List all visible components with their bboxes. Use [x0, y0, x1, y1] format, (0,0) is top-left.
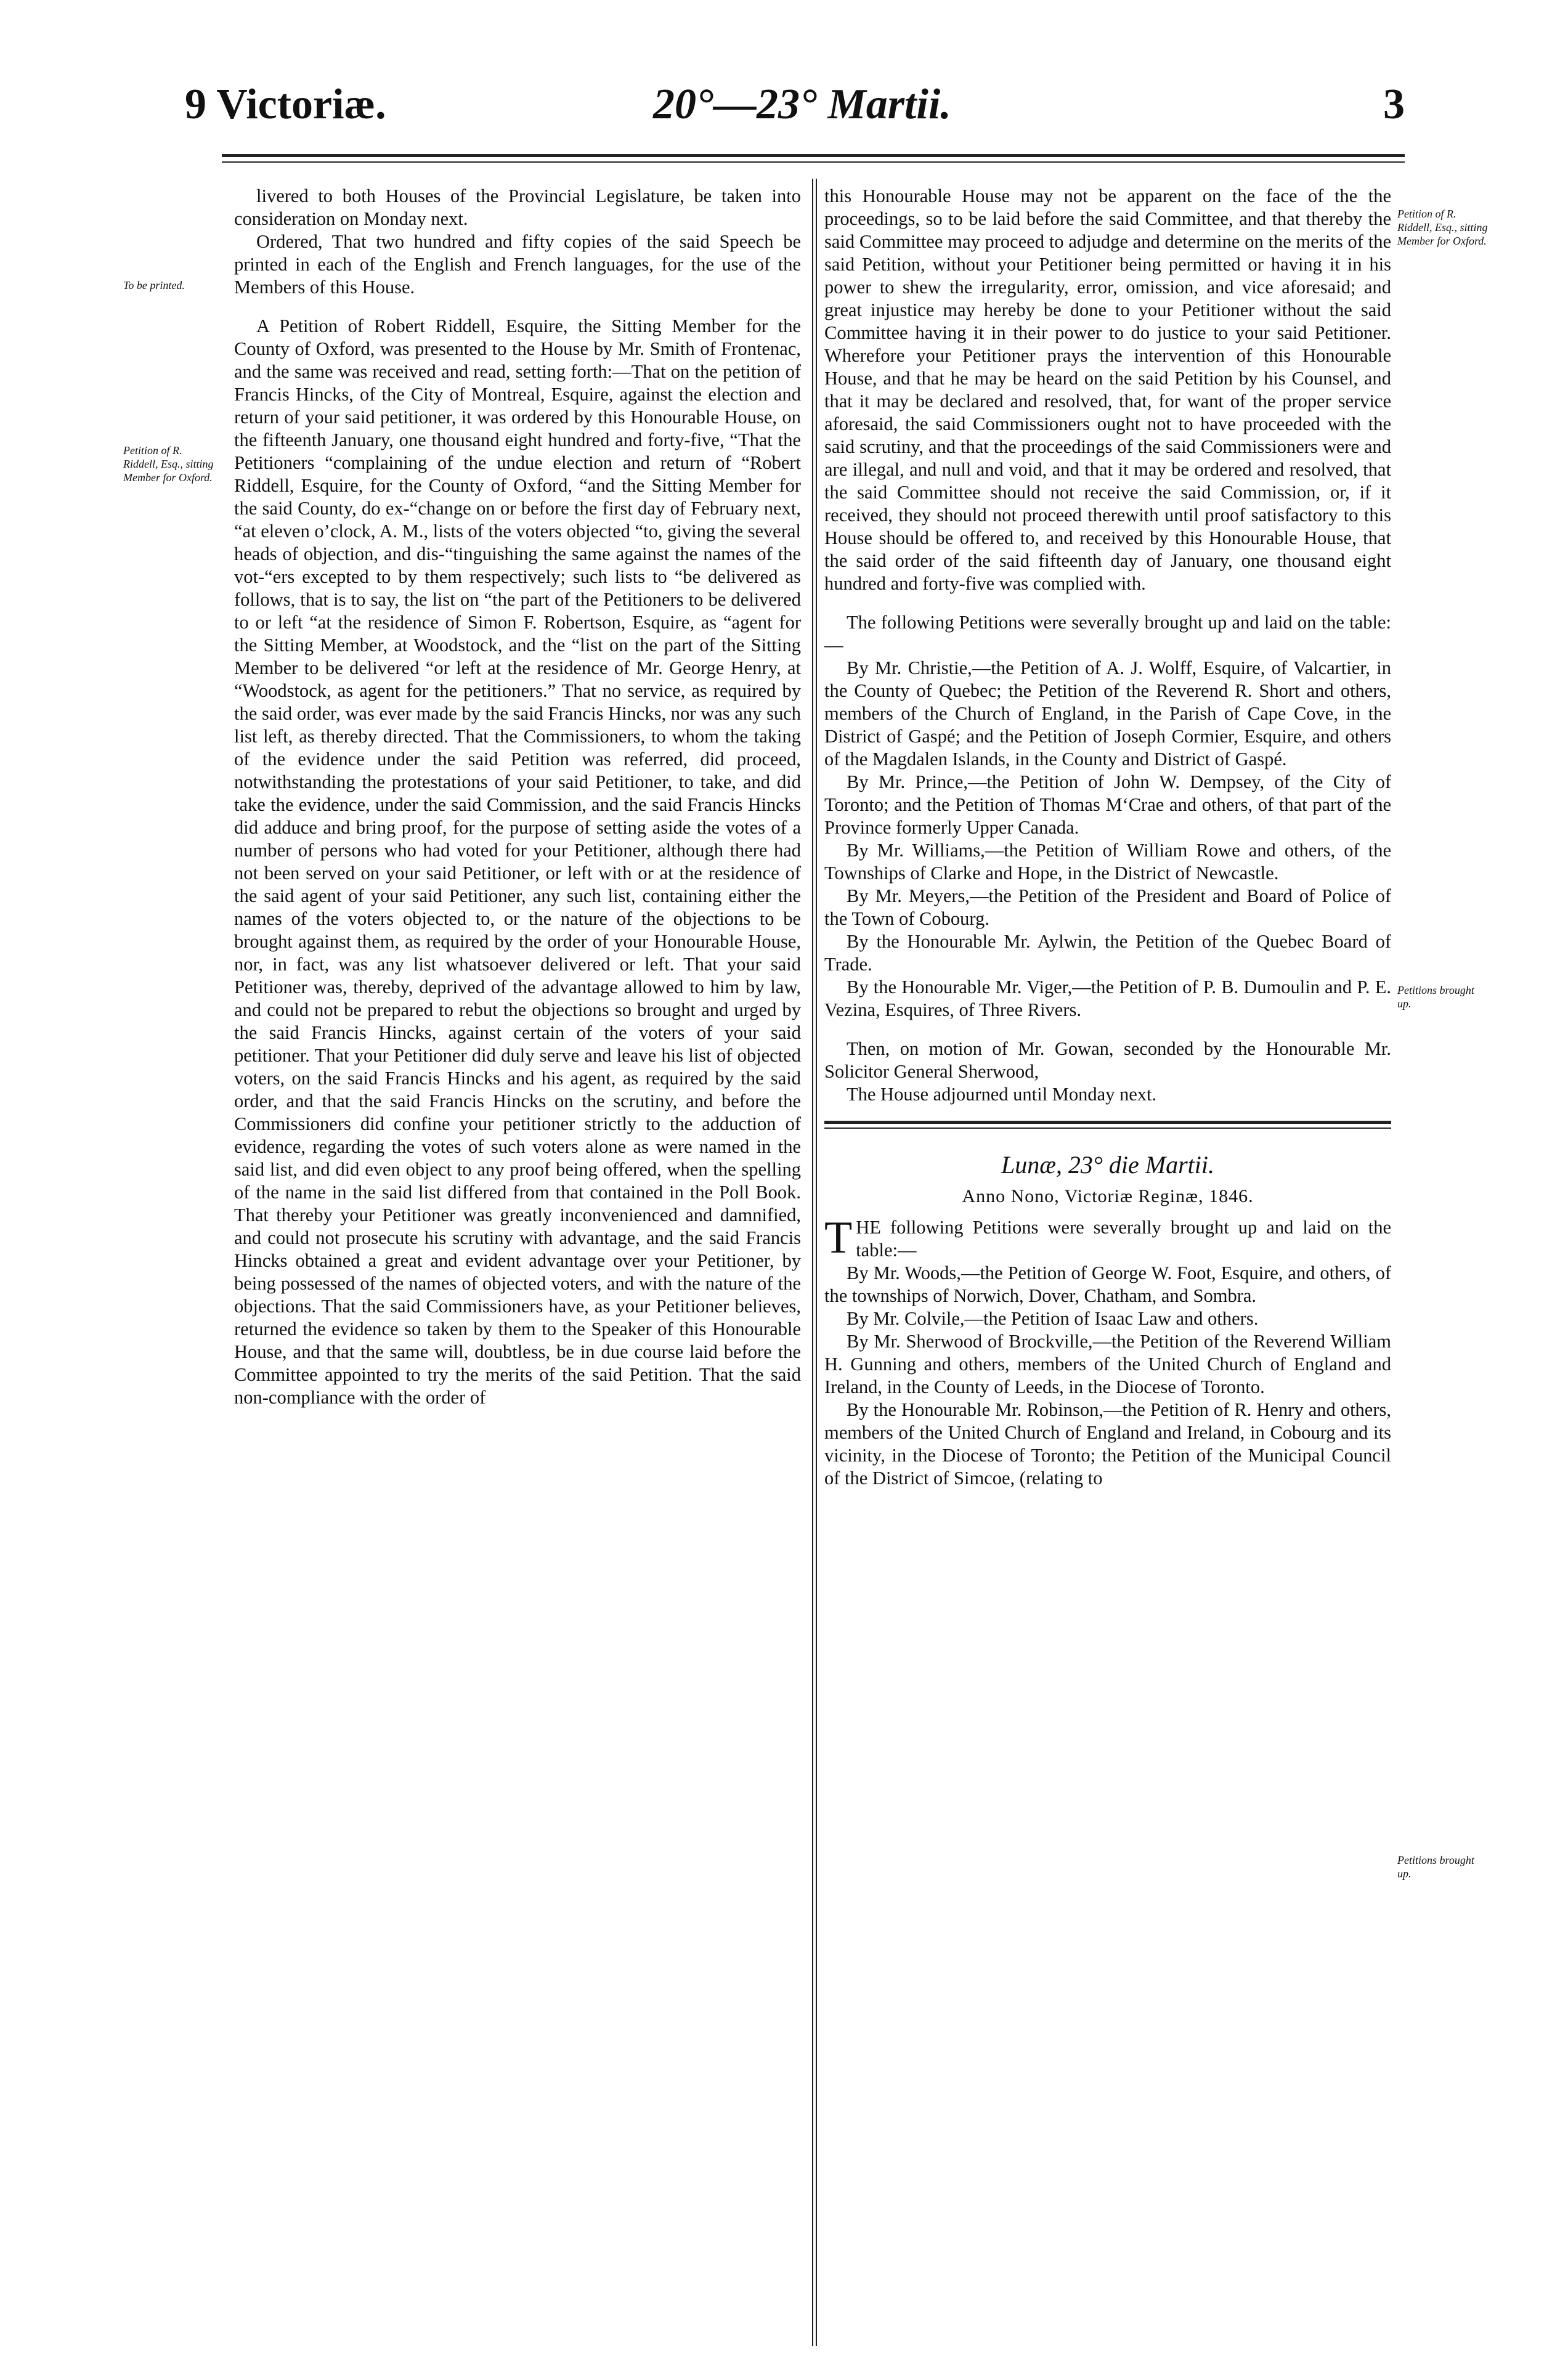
column-divider: [812, 179, 813, 2346]
paragraph-colvile-petition: By Mr. Colvile,—the Petition of Isaac Law and others.: [847, 1308, 1259, 1329]
anno-line: Anno Nono, Victoriæ Reginæ, 1846.: [962, 1186, 1254, 1206]
right-column: [824, 185, 1391, 1490]
margin-note-petition-riddell: Petition of R. Riddell, Esq., sitting Member for Oxford.: [123, 444, 214, 484]
page-number: 3: [1383, 81, 1405, 128]
paragraph-robinson-petitions: By the Honourable Mr. Robinson,—the Petition of R. Henry and others, members of the United Church of England and Ireland, in Cobourg and its vicinity, in the Diocese of Toronto; the Petition of the Municipal Council of the District of Simcoe, (relating to: [824, 1399, 1391, 1489]
margin-note-petitions-brought-up-1: Petitions brought up.: [1397, 984, 1474, 1010]
page-header: [185, 74, 1405, 136]
paragraph-house-adjourned: The House adjourned until Monday next.: [847, 1084, 1157, 1105]
paragraph-williams-petition: By Mr. Williams,—the Petition of William Rowe and others, of the Townships of Clarke and Hope, in the District of Newcastle.: [824, 840, 1391, 884]
margin-note-petitions-brought-up-2: Petitions brought up.: [1397, 1854, 1474, 1880]
paragraph-woods-petition: By Mr. Woods,—the Petition of George W. Foot, Esquire, and others, of the townships of Norwich, Dover, Chatham, and Sombra.: [824, 1262, 1391, 1306]
paragraph-viger-petition: By the Honourable Mr. Viger,—the Petition of P. B. Dumoulin and P. E. Vezina, Esquires, of Three Rivers.: [824, 977, 1391, 1020]
header-rule-thick: [222, 154, 1405, 157]
margin-note-petition-riddell-right: Petition of R. Riddell, Esq., sitting Member for Oxford.: [1397, 208, 1488, 247]
paragraph-petitions-brought-up-2-text: HE following Petitions were severally brought up and laid on the table:—: [856, 1217, 1391, 1261]
paragraph-aylwin-petition: By the Honourable Mr. Aylwin, the Petition of the Quebec Board of Trade.: [824, 931, 1391, 975]
paragraph-petitions-brought-up-2: [824, 1213, 1391, 1263]
header-regnal-year: 9 Victoriæ.: [185, 81, 386, 128]
left-column: [234, 185, 801, 1409]
drop-cap: T: [824, 1213, 853, 1263]
header-dates: 20°—23° Martii.: [653, 81, 951, 128]
section-rule-thin: [824, 1128, 1391, 1129]
section-rule-thick: [824, 1121, 1391, 1124]
paragraph-meyers-petition: By Mr. Meyers,—the Petition of the President and Board of Police of the Town of Cobourg.: [824, 885, 1391, 929]
paragraph-riddell-petition: A Petition of Robert Riddell, Esquire, the Sitting Member for the County of Oxford, was presented to the House by Mr. Smith of Frontenac, and the same was received and read, setting forth:—That on the petition of Francis Hincks, of the City of Montreal, Esquire, against the election and return of your said petitioner, it was ordered by this Honourable House, on the fifteenth January, one thousand eight hundred and forty-five, “That the Petitioners “complaining of the undue election and return of “Robert Riddell, Esquire, for the County of Oxford, “and the Sitting Member for the said County, do ex-“change on or before the first day of February next, “at eleven o’clock, A. M., lists of the voters objected “to, giving the several heads of objection, and dis-“tinguishing the same against the names of the vot-“ers excepted to by them respectively; such lists to “be delivered as follows, that is to say, the list on “the part of the Petitioners to be delivered to or left “at the residence of Simon F. Robertson, Esquire, as “agent for the Sitting Member, at Woodstock, and the “list on the part of the Sitting Member to be delivered “or left at the residence of Mr. George Henry, at “Woodstock, as agent for the petitioners.” That no service, as required by the said order, was ever made by the said Francis Hincks, nor was any such list left, as thereby directed. That the Commissioners, to whom the taking of the evidence under the said Petition was referred, did proceed, notwithstanding the protestations of your said Petitioner, to take, and did take the evidence, under the said Commission, and the said Francis Hincks did adduce and bring proof, for the purpose of setting aside the votes of a number of persons who had voted for your Petitioner, although there had not been served on your said Petitioner, or left with or at the residence of the said agent of your said Petitioner, any such list, containing either the names of the voters objected to, or the nature of the objections to be brought against them, as required by the order of your Honourable House, nor, in fact, was any list whatsoever delivered or left. That your said Petitioner was, thereby, deprived of the advantage allowed to him by law, and could not be prepared to rebut the objections so brought and urged by the said Francis Hincks, against certain of the voters of your said petitioner. That your Petitioner did duly serve and leave his list of objected voters, on the said Francis Hincks and his agent, as required by the said order, and that the said Francis Hincks on the scrutiny, and before the Commissioners did confine your petitioner strictly to the adduction of evidence, regarding the votes of such voters alone as were named in the said list, and did even object to any proof being offered, when the spelling of the name in the said list differed from that contained in the Poll Book. That thereby your Petitioner was greatly inconvenienced and damnified, and could not prosecute his scrutiny with advantage, and the said Francis Hincks obtained a great and evident advantage over your Petitioner, by being possessed of the names of objected voters, and with the nature of the objections. That the said Commissioners have, as your Petitioner believes, returned the evidence so taken by them to the Speaker of this Honourable House, and that the same will, doubtless, be in due course laid before the Committee appointed to try the merits of the said Petition. That the said non-compliance with the order of: [234, 315, 801, 1408]
paragraph-motion-gowan: Then, on motion of Mr. Gowan, seconded by the Honourable Mr. Solicitor General Sherwood,: [824, 1038, 1391, 1082]
paragraph-order-printing: Ordered, That two hundred and fifty copies of the said Speech be printed in each of the English and French languages, for the use of the Members of this House.: [234, 231, 801, 298]
paragraph-petition-continuation: this Honourable House may not be apparent on the face of the the proceedings, so to be laid before the said Committee, and that thereby the said Committee may proceed to adjudge and determine on the merits of the said Petition, without your Petitioner being permitted or having it in his power to shew the irregularity, error, omission, and vice aforesaid; and great injustice may hereby be done to your Petitioner without the said Committee having it in their power to do justice to your said Petitioner. Wherefore your Petitioner prays the intervention of this Honourable House, and that he may be heard on the said Petition by his Counsel, and that it may be declared and resolved, that, for want of the proper service aforesaid, the said Commissioners ought not to have proceeded with the said scrutiny, and that the proceedings of the said Commissioners were and are illegal, and null and void, and that it may be ordered and resolved, that the said Committee should not receive the said Commission, or, if it received, they should not proceed therewith until proof satisfactory to this House should be offered to, and received by this Honourable House, that the said order of the said fifteenth day of January, one thousand eight hundred and forty-five was complied with.: [824, 185, 1391, 594]
paragraph-petitions-brought-up: The following Petitions were severally brought up and laid on the table:—: [824, 612, 1391, 656]
margin-note-to-be-printed: To be printed.: [123, 279, 185, 291]
paragraph-christie-petitions: By Mr. Christie,—the Petition of A. J. Wolff, Esquire, of Valcartier, in the County of Quebec; the Petition of the Reverend R. Short and others, members of the Church of England, in the Parish of Cape Cove, in the District of Gaspé; and the Petition of Joseph Cormier, Esquire, and others of the Magdalen Islands, in the County and District of Gaspé.: [824, 657, 1391, 770]
paragraph-prince-petitions: By Mr. Prince,—the Petition of John W. Dempsey, of the City of Toronto; and the Petition of Thomas M‘Crae and others, of that part of the Province formerly Upper Canada.: [824, 771, 1391, 838]
paragraph-speech-continuation: livered to both Houses of the Provincial Legislature, be taken into consideration on Monday next.: [234, 185, 801, 229]
header-rule-thin: [222, 161, 1405, 163]
paragraph-sherwood-petition: By Mr. Sherwood of Brockville,—the Petition of the Reverend William H. Gunning and others, members of the United Church of England and Ireland, in the County of Leeds, in the Diocese of Toronto.: [824, 1331, 1391, 1397]
day-title: Lunæ, 23° die Martii.: [1001, 1151, 1214, 1179]
column-divider-inner: [816, 179, 817, 2346]
